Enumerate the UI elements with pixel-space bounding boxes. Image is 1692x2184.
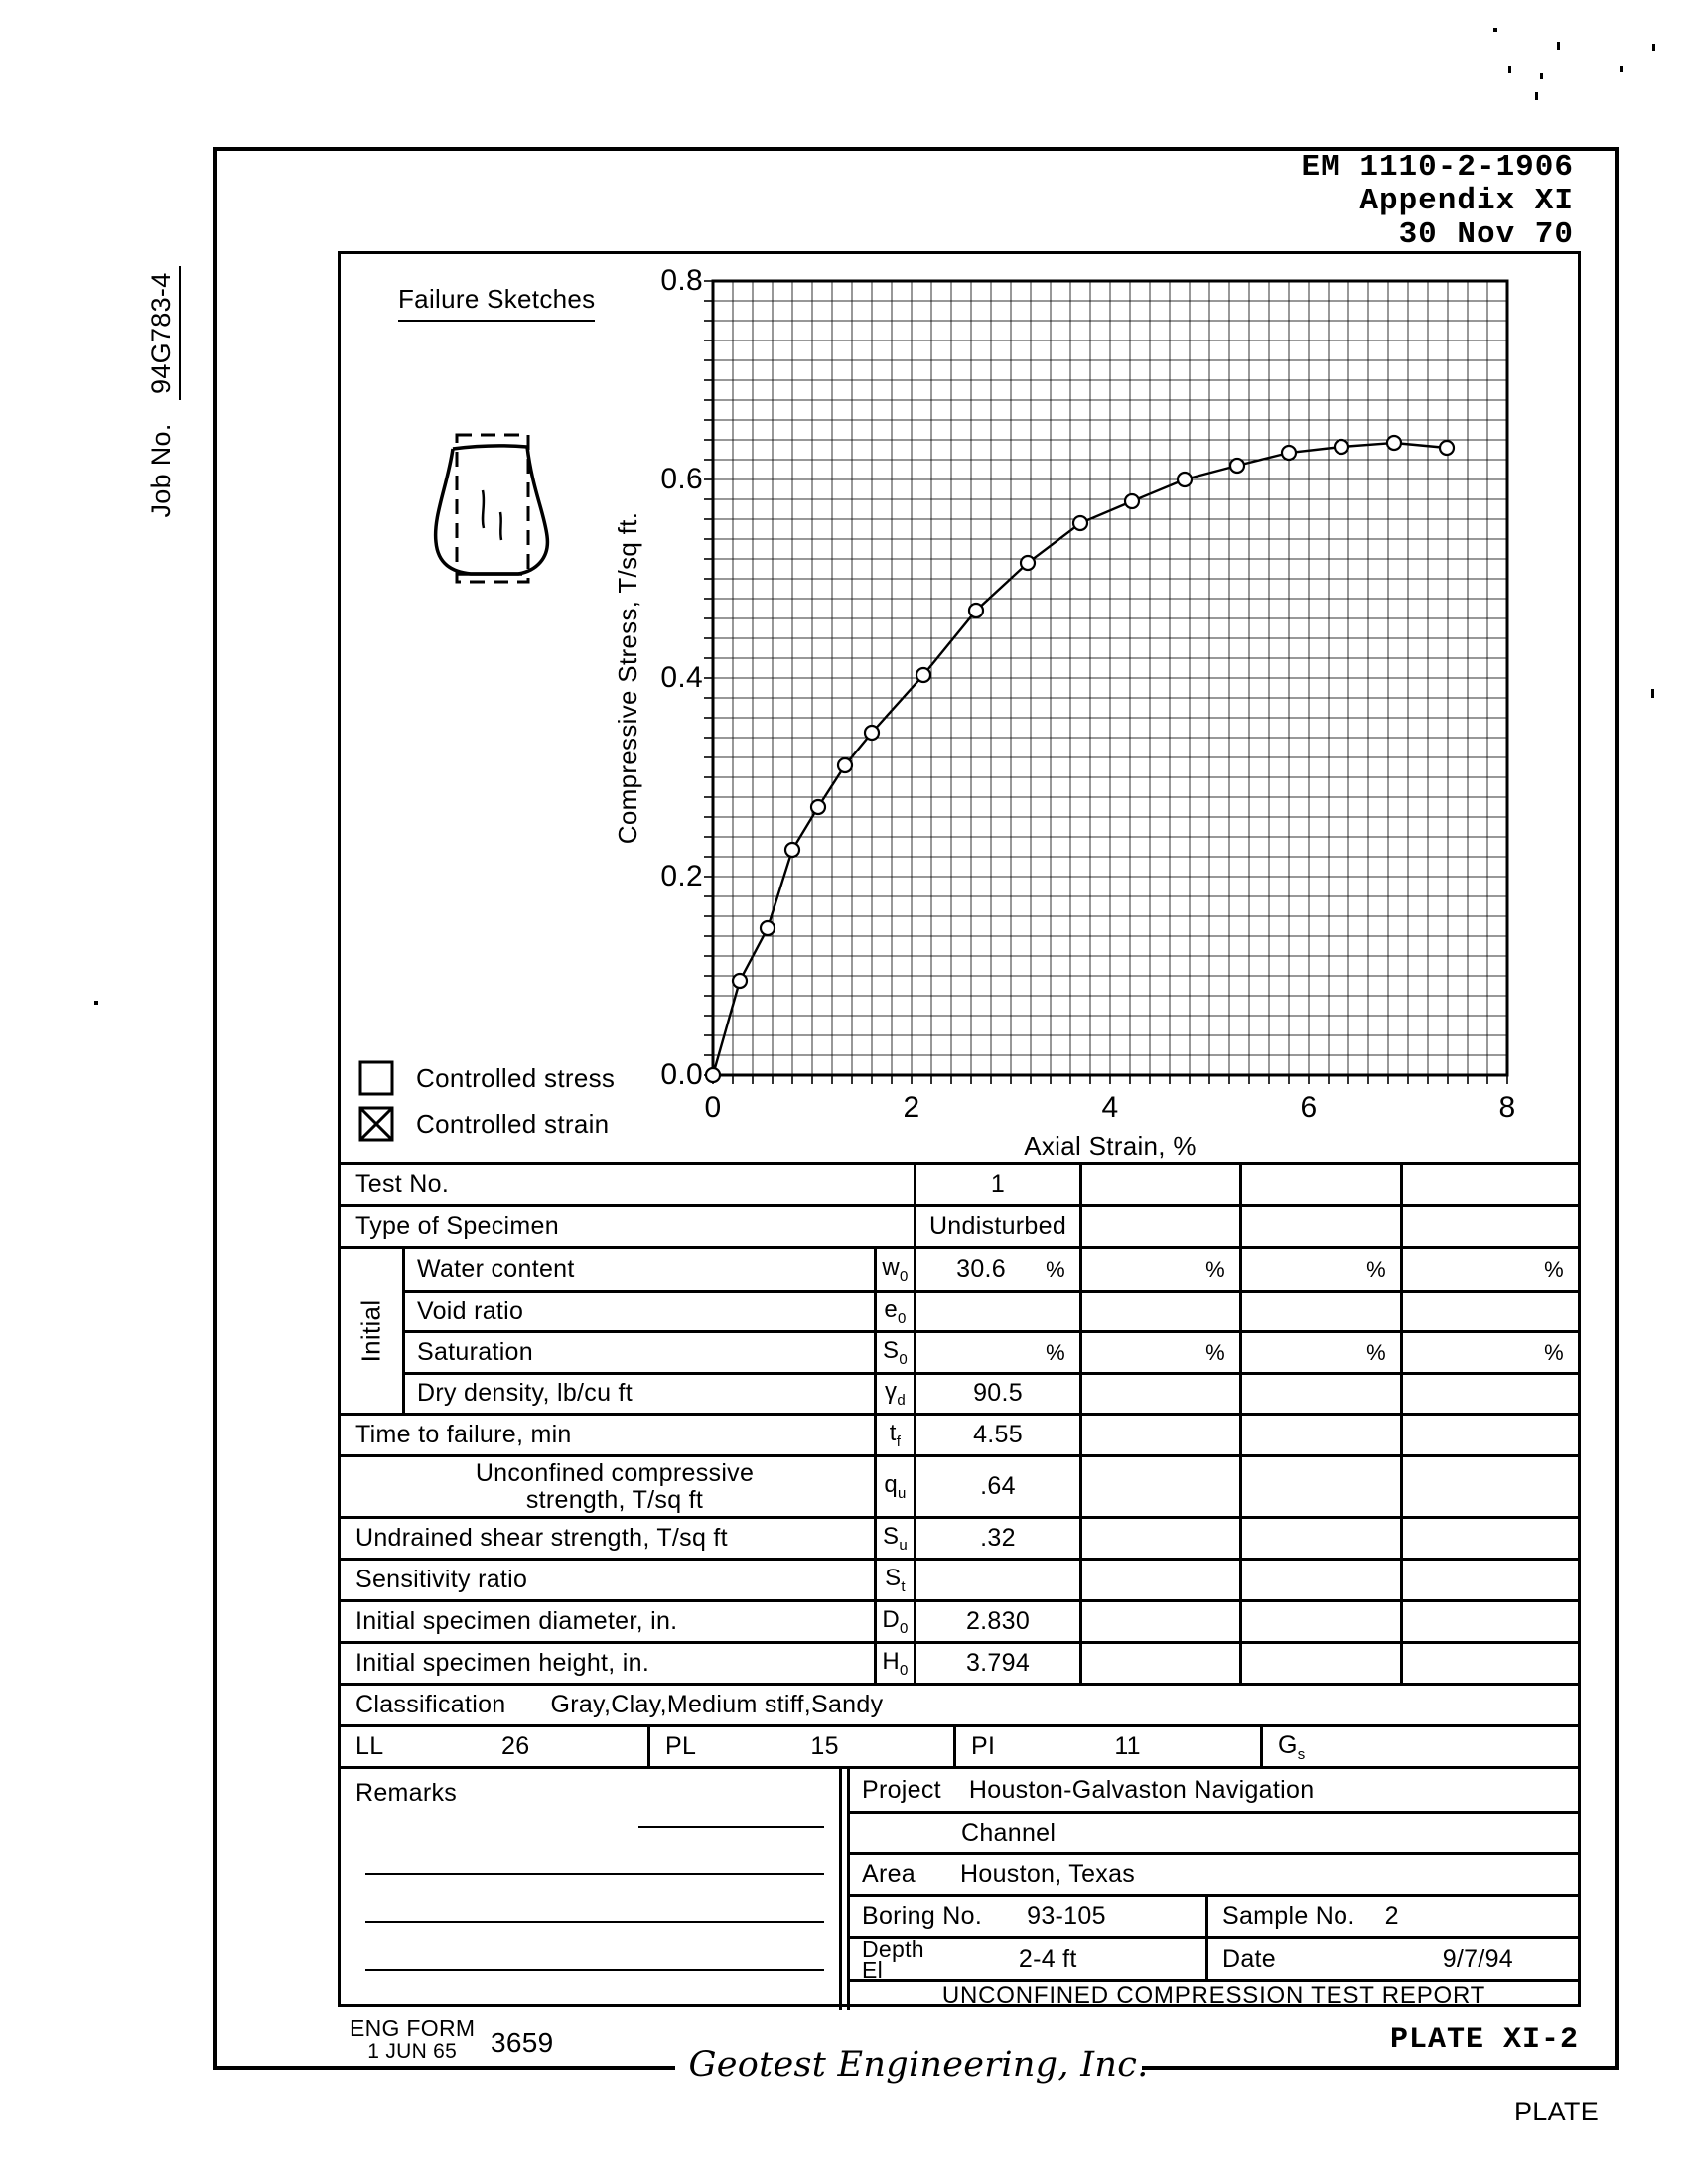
remarks-section — [341, 1769, 842, 2010]
company-name: Geotest Engineering, Inc. — [688, 2045, 1149, 2085]
table-row-remarks-project — [341, 1766, 1578, 2010]
symbol-su: $S_u$ — [874, 1519, 914, 1558]
x-tick-label: 4 — [1101, 1091, 1119, 1124]
initial-properties-group — [341, 1246, 1578, 1413]
cell-empty — [1239, 1457, 1400, 1516]
row-label: Undrained shear strength, T/sq ft — [355, 1524, 728, 1552]
row-label: Water content — [417, 1255, 575, 1284]
em-number: EM 1110-2-1906 — [1301, 150, 1574, 185]
y-tick-label: 0.0 — [660, 1058, 703, 1091]
cell-empty — [1239, 1519, 1400, 1558]
document-header — [1077, 151, 1574, 252]
cell-empty — [1079, 1602, 1239, 1641]
appendix: Appendix XI — [1359, 184, 1574, 218]
cell-empty — [1400, 1519, 1578, 1558]
y-tick-label: 0.8 — [660, 264, 703, 297]
cell-empty — [1400, 1375, 1578, 1413]
x-tick-label: 8 — [1498, 1091, 1516, 1124]
controlled-stress-label: Controlled stress — [416, 1062, 616, 1093]
table-row-atterberg — [341, 1724, 1578, 1766]
cell-empty — [1400, 1293, 1578, 1330]
ll-cell: LL 26 — [355, 1732, 530, 1760]
project-section — [842, 1769, 1578, 2010]
row-label: Test No. — [355, 1170, 450, 1198]
cell-qu: .64 — [914, 1457, 1079, 1516]
job-no-value: 94G783-4 — [146, 266, 181, 400]
classification-value: Gray,Clay,Medium stiff,Sandy — [550, 1691, 884, 1718]
project-row-2 — [850, 1811, 1578, 1852]
remarks-label: Remarks — [355, 1779, 458, 1807]
boring-value: 93-105 — [1027, 1902, 1106, 1930]
job-number-vertical-label — [146, 218, 182, 566]
controlled-stress-checkbox — [358, 1060, 394, 1096]
table-row-diameter — [341, 1599, 1578, 1641]
symbol-w0: $w_0$ — [874, 1249, 914, 1290]
table-row-saturation — [405, 1330, 1578, 1371]
symbol-gamma-d: $\gamma_d$ — [874, 1375, 914, 1413]
cell-specimen-type: Undisturbed — [914, 1207, 1079, 1246]
cell-percent: % — [1400, 1333, 1578, 1371]
controlled-strain-checkbox-checked — [358, 1106, 394, 1142]
cell-empty — [1079, 1457, 1239, 1516]
boring-cell: Boring No. 93-105 — [862, 1902, 1106, 1930]
pl-cell: PL 15 — [647, 1727, 953, 1766]
row-label: Initial specimen diameter, in. — [355, 1607, 678, 1635]
cell-percent: % — [914, 1333, 1079, 1371]
y-tick-label: 0.6 — [660, 463, 703, 495]
cell-percent: % — [1079, 1333, 1239, 1371]
remarks-blank-line — [638, 1826, 824, 1828]
table-row-time-to-failure — [341, 1413, 1578, 1454]
cell-empty — [1400, 1165, 1578, 1204]
table-row-water-content — [405, 1249, 1578, 1290]
results-table — [341, 1162, 1578, 2010]
row-label: Saturation — [417, 1338, 533, 1367]
symbol-h0: $H_0$ — [874, 1644, 914, 1683]
scan-noise — [1508, 66, 1511, 73]
table-row-specimen-type — [341, 1204, 1578, 1246]
cell-empty — [1239, 1602, 1400, 1641]
depth-cell: Depth El 2-4 ft — [862, 1935, 1077, 1982]
cell-empty — [1400, 1416, 1578, 1454]
row-label: Time to failure, min — [355, 1421, 572, 1448]
cell-height: 3.794 — [914, 1644, 1079, 1683]
cell-test-no: 1 — [914, 1165, 1079, 1204]
cell-empty — [1400, 1207, 1578, 1246]
header-date: 30 Nov 70 — [1398, 217, 1574, 252]
cell-empty — [914, 1561, 1079, 1599]
legend-controlled-strain — [358, 1106, 609, 1142]
table-row-void-ratio — [405, 1290, 1578, 1330]
cell-empty — [1239, 1644, 1400, 1683]
classification-label: Classification — [355, 1691, 506, 1718]
row-label: Dry density, lb/cu ft — [417, 1379, 634, 1408]
symbol-st: $S_t$ — [874, 1561, 914, 1599]
sample-cell: Sample No. 2 — [1205, 1897, 1578, 1936]
symbol-tf: $t_f$ — [874, 1416, 914, 1454]
cell-empty — [1079, 1644, 1239, 1683]
table-row-test-no — [341, 1162, 1578, 1204]
scan-noise — [1493, 28, 1497, 32]
controlled-strain-label: Controlled strain — [416, 1108, 610, 1139]
cell-empty — [1239, 1561, 1400, 1599]
table-row-height — [341, 1641, 1578, 1683]
plate-number: PLATE XI-2 — [1389, 2023, 1579, 2057]
table-row-unconfined-strength — [341, 1454, 1578, 1516]
stress-strain-chart — [695, 275, 1519, 1091]
remarks-blank-line — [365, 1969, 824, 1971]
depth-date-row — [850, 1935, 1578, 1982]
scan-noise — [1540, 73, 1543, 79]
form-number: 3659 — [491, 2027, 554, 2058]
cell-empty — [1400, 1457, 1578, 1516]
plate-word: PLATE — [1513, 2097, 1599, 2126]
date-cell: Date 9/7/94 — [1205, 1939, 1578, 1979]
pi-cell: PI 11 — [953, 1727, 1260, 1766]
frame-bottom-right-segment — [1142, 2066, 1619, 2070]
project-row: Project Houston-Galvaston Navigation — [862, 1775, 1315, 1804]
remarks-blank-line — [365, 1921, 824, 1923]
remarks-blank-line — [365, 1873, 824, 1875]
symbol-e0: $e_0$ — [874, 1293, 914, 1330]
date-value: 9/7/94 — [1442, 1945, 1513, 1973]
failure-sketch-drawing — [425, 425, 564, 594]
cell-empty — [1239, 1293, 1400, 1330]
x-tick-label: 2 — [903, 1091, 920, 1124]
cell-empty — [1079, 1561, 1239, 1599]
row-label: Void ratio — [417, 1297, 524, 1325]
row-label: Unconfined compressive strength, T/sq ft — [475, 1458, 755, 1514]
sample-value: 2 — [1384, 1902, 1399, 1930]
scan-noise — [1652, 44, 1655, 51]
depth-value: 2-4 ft — [1018, 1945, 1077, 1973]
y-tick-label: 0.2 — [660, 860, 703, 892]
x-tick-label: 0 — [704, 1091, 722, 1124]
cell-empty — [1239, 1207, 1400, 1246]
row-label: Sensitivity ratio — [355, 1566, 528, 1593]
cell-dry-density: 90.5 — [914, 1375, 1079, 1413]
cell-percent: % — [1239, 1333, 1400, 1371]
symbol-s0: $S_0$ — [874, 1333, 914, 1371]
report-title: UNCONFINED COMPRESSION TEST REPORT — [850, 1979, 1578, 2010]
job-no-label: Job No. — [146, 423, 176, 518]
scan-noise — [1535, 92, 1538, 100]
failure-sketches-title: Failure Sketches — [398, 284, 595, 322]
x-axis-title: Axial Strain, % — [1024, 1131, 1197, 1160]
scan-noise — [1620, 66, 1623, 72]
cell-percent: % — [1079, 1249, 1239, 1290]
cell-empty — [1239, 1416, 1400, 1454]
cell-time-to-failure: 4.55 — [914, 1416, 1079, 1454]
initial-group-strip — [341, 1249, 405, 1413]
cell-diameter: 2.830 — [914, 1602, 1079, 1641]
scan-noise — [1557, 42, 1560, 50]
project-name: Houston-Galvaston Navigation — [968, 1775, 1315, 1804]
row-label: Type of Specimen — [355, 1212, 559, 1240]
y-axis-title: Compressive Stress, T/sq ft. — [613, 511, 642, 845]
scan-noise — [94, 1001, 98, 1005]
cell-empty — [1079, 1519, 1239, 1558]
eng-form-stamp: ENG FORM 1 JUN 65 — [350, 2015, 476, 2063]
cell-empty — [1239, 1375, 1400, 1413]
cell-empty — [1239, 1165, 1400, 1204]
cell-empty — [1079, 1207, 1239, 1246]
cell-empty — [1079, 1375, 1239, 1413]
area-row: Area Houston, Texas — [850, 1852, 1578, 1894]
frame-bottom-left-segment — [213, 2066, 675, 2070]
row-label: Initial specimen height, in. — [355, 1649, 650, 1677]
cell-empty — [1079, 1165, 1239, 1204]
cell-empty — [1079, 1293, 1239, 1330]
legend-controlled-stress — [358, 1060, 615, 1096]
table-row-classification — [341, 1683, 1578, 1724]
cell-empty — [1400, 1644, 1578, 1683]
table-row-dry-density — [405, 1372, 1578, 1413]
initial-group-label: Initial — [355, 1299, 386, 1362]
symbol-qu: $q_u$ — [874, 1457, 914, 1516]
cell-water-content: 30.6 % — [914, 1249, 1079, 1290]
project-name-line2: Channel — [961, 1819, 1057, 1846]
area-value: Houston, Texas — [960, 1860, 1136, 1888]
cell-percent: % — [1239, 1249, 1400, 1290]
boring-sample-row — [850, 1894, 1578, 1936]
cell-empty — [1400, 1602, 1578, 1641]
cell-percent: % — [1400, 1249, 1578, 1290]
cell-su: .32 — [914, 1519, 1079, 1558]
table-row-sensitivity — [341, 1558, 1578, 1599]
cell-empty — [914, 1293, 1079, 1330]
gs-cell: $G_s$ — [1260, 1727, 1578, 1766]
cell-empty — [1400, 1561, 1578, 1599]
x-tick-label: 6 — [1300, 1091, 1318, 1124]
table-row-undrained-strength — [341, 1516, 1578, 1558]
symbol-d0: $D_0$ — [874, 1602, 914, 1641]
cell-empty — [1079, 1416, 1239, 1454]
scan-noise — [1651, 689, 1654, 698]
y-tick-label: 0.4 — [660, 661, 703, 694]
